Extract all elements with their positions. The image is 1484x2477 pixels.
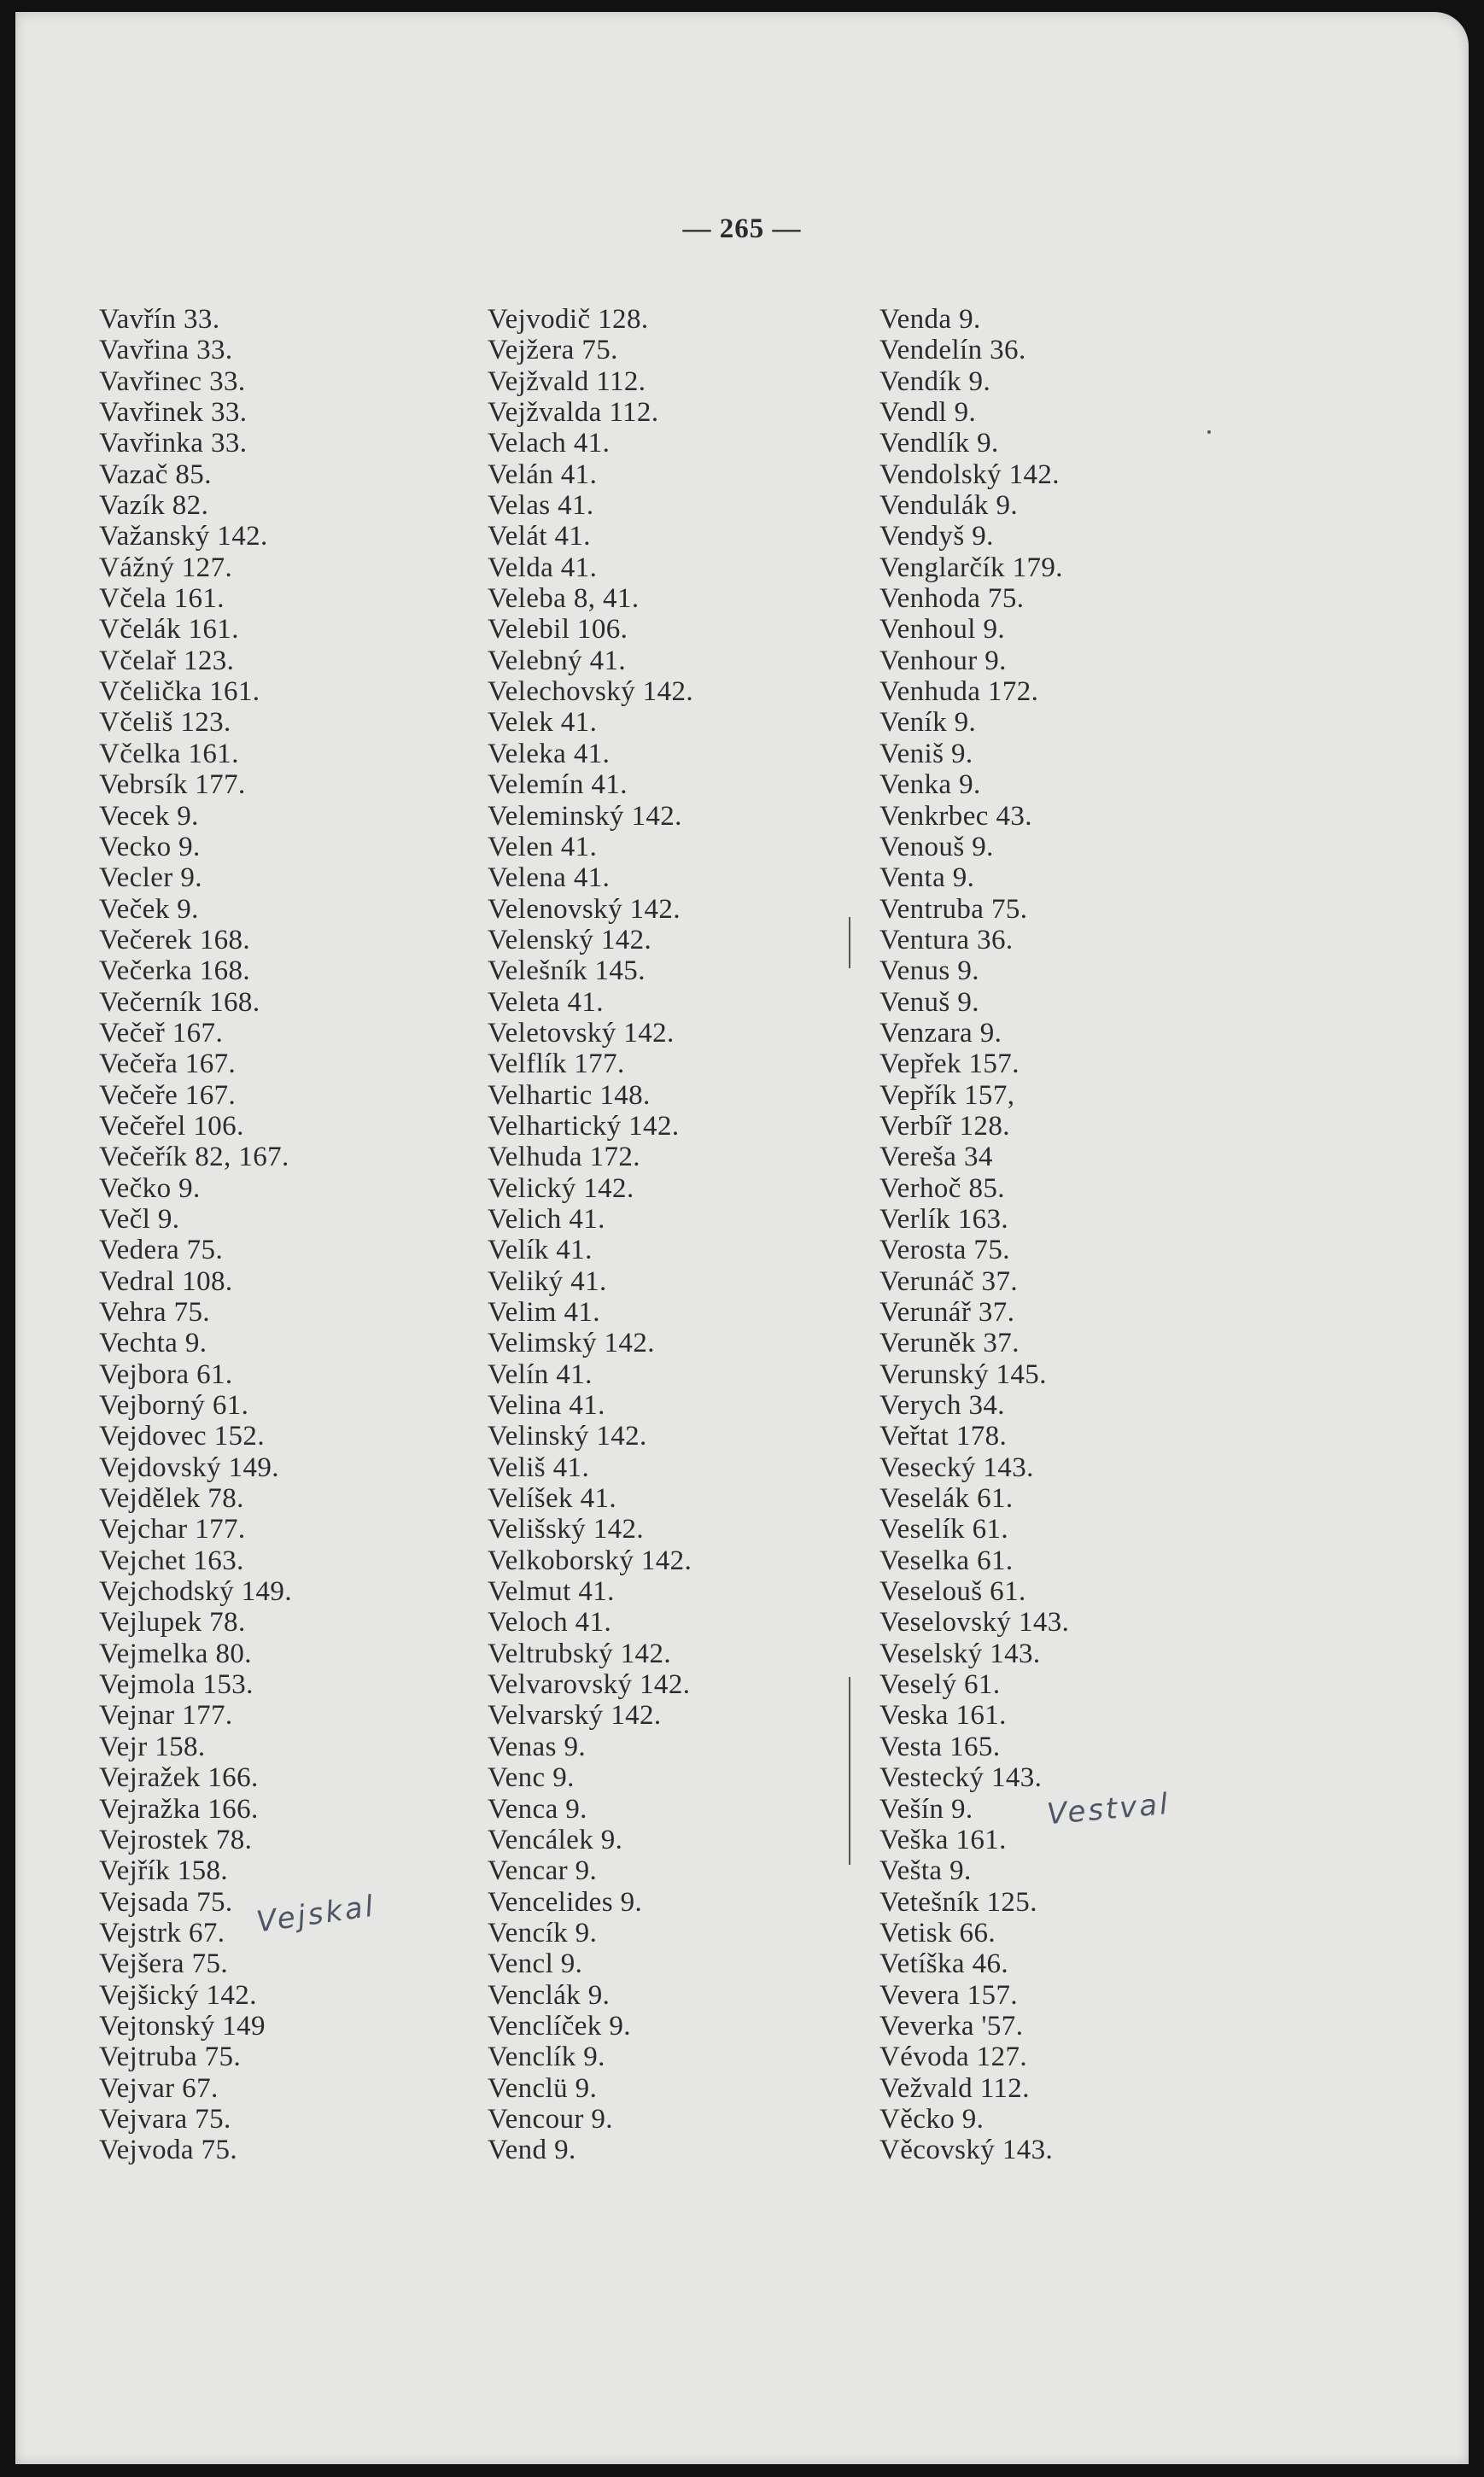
index-entry: Veska 161.	[879, 1700, 1007, 1732]
index-entry: Venda 9.	[879, 304, 981, 335]
index-entry: Vepřík 157,	[879, 1079, 1015, 1111]
index-entry: Velina 41.	[488, 1390, 605, 1422]
index-entry: Verlík 163.	[879, 1203, 1009, 1235]
index-entry: Veselák 61.	[879, 1483, 1014, 1515]
index-entry: Vedral 108.	[99, 1265, 233, 1297]
index-entry: Velek 41.	[488, 707, 598, 739]
index-entry: Vejnar 177.	[99, 1700, 233, 1732]
page-number: — 265 —	[682, 213, 802, 244]
index-entry: Vendík 9.	[879, 365, 991, 397]
index-entry: Vévoda 127.	[879, 2042, 1028, 2073]
index-entry: Velechovský 142.	[488, 676, 694, 708]
index-entry: Vejbora 61.	[99, 1358, 233, 1390]
index-entry: Vejvodič 128.	[488, 304, 649, 335]
index-entry: Veleminský 142.	[488, 800, 682, 832]
index-entry: Veselovský 143.	[879, 1607, 1070, 1639]
index-entry: Velvarovský 142.	[488, 1669, 691, 1701]
index-entry: Vehra 75.	[99, 1297, 211, 1328]
index-entry: Venus 9.	[879, 955, 979, 987]
index-entry: Včeliš 123.	[99, 707, 231, 739]
index-entry: Vejvara 75.	[99, 2103, 231, 2135]
index-entry: Venas 9.	[488, 1731, 587, 1762]
index-entry: Venglarčík 179.	[879, 552, 1063, 583]
index-entry: Velický 142.	[488, 1172, 634, 1204]
index-entry: Verunář 37.	[879, 1297, 1015, 1328]
index-entry: Večeře 167.	[99, 1079, 237, 1111]
index-entry: Važanský 142.	[99, 521, 268, 552]
index-entry: Verosta 75.	[879, 1235, 1010, 1266]
index-entry: Vecko 9.	[99, 831, 201, 862]
index-entry: Vejlupek 78.	[99, 1607, 246, 1639]
index-entry: Vetešník 125.	[879, 1886, 1037, 1918]
name-index-column-3	[879, 304, 1069, 2166]
index-entry: Vejžvalda 112.	[488, 397, 659, 429]
index-entry: Velvarský 142.	[488, 1700, 662, 1732]
index-entry: Venclíček 9.	[488, 2010, 631, 2042]
name-index-column-1	[99, 304, 292, 2166]
index-entry: Věcovský 143.	[879, 2135, 1054, 2166]
index-entry: Vavřinka 33.	[99, 428, 248, 459]
index-entry: Veselský 143.	[879, 1638, 1041, 1669]
index-entry: Vavřinek 33.	[99, 397, 248, 429]
index-entry: Vendlík 9.	[879, 428, 999, 459]
index-entry: Včelička 161.	[99, 676, 260, 708]
index-entry: Veselý 61.	[879, 1669, 1001, 1701]
index-entry: Ventruba 75.	[879, 893, 1028, 925]
index-entry: Veselka 61.	[879, 1545, 1014, 1576]
index-entry: Vejdovský 149.	[99, 1452, 279, 1483]
index-entry: Velkoborský 142.	[488, 1545, 692, 1576]
index-entry: Velim 41.	[488, 1297, 600, 1328]
index-entry: Venc 9.	[488, 1762, 575, 1794]
index-entry: Venhour 9.	[879, 645, 1007, 676]
index-entry: Veloch 41.	[488, 1607, 612, 1639]
index-entry: Velebil 106.	[488, 614, 628, 646]
index-entry: Vebrsík 177.	[99, 769, 246, 801]
index-entry: Vendulák 9.	[879, 490, 1019, 522]
index-entry: Vejdělek 78.	[99, 1483, 244, 1515]
index-entry: Večl 9.	[99, 1203, 180, 1235]
index-entry: Veltrubský 142.	[488, 1638, 671, 1669]
index-entry: Vendyš 9.	[879, 521, 994, 552]
handwritten-note: Vestval	[1045, 1786, 1172, 1832]
index-entry: Verunáč 37.	[879, 1265, 1019, 1297]
index-entry: Veřtat 178.	[879, 1421, 1008, 1452]
index-entry: Veverka '57.	[879, 2010, 1024, 2042]
index-entry: Vejtruba 75.	[99, 2042, 242, 2073]
index-entry: Venclü 9.	[488, 2072, 598, 2104]
index-entry: Velešník 145.	[488, 955, 646, 987]
index-entry: Verbíř 128.	[879, 1110, 1010, 1142]
index-entry: Vesecký 143.	[879, 1452, 1034, 1483]
index-entry: Veleka 41.	[488, 738, 611, 769]
index-entry: Vejmelka 80.	[99, 1638, 252, 1669]
index-entry: Velhuda 172.	[488, 1142, 640, 1173]
index-entry: Vešín 9.	[879, 1793, 973, 1825]
index-entry: Velenský 142.	[488, 924, 652, 955]
index-entry: Velík 41.	[488, 1235, 593, 1266]
index-entry: Večerka 168.	[99, 955, 251, 987]
index-entry: Večeř 167.	[99, 1017, 224, 1049]
pencil-mark	[849, 1677, 850, 1865]
index-entry: Velenovský 142.	[488, 893, 681, 925]
index-entry: Vejborný 61.	[99, 1390, 249, 1422]
index-entry: Vejžera 75.	[488, 335, 618, 366]
index-entry: Velas 41.	[488, 490, 594, 522]
index-entry: Veleba 8, 41.	[488, 583, 640, 615]
index-entry: Vejřík 158.	[99, 1855, 229, 1887]
index-entry: Venkrbec 43.	[879, 800, 1032, 832]
index-entry: Včelař 123.	[99, 645, 235, 676]
index-entry: Velda 41.	[488, 552, 598, 583]
index-entry: Venuš 9.	[879, 986, 979, 1018]
index-entry: Veliký 41.	[488, 1265, 607, 1297]
index-entry: Vencl 9.	[488, 1948, 583, 1980]
index-entry: Vejšera 75.	[99, 1948, 229, 1980]
index-entry: Vencour 9.	[488, 2103, 613, 2135]
index-entry: Velinský 142.	[488, 1421, 647, 1452]
index-entry: Večko 9.	[99, 1172, 201, 1204]
index-entry: Velmut 41.	[488, 1576, 615, 1608]
index-entry: Vendolský 142.	[879, 459, 1060, 490]
index-entry: Vejražek 166.	[99, 1762, 259, 1794]
index-entry: Verunský 145.	[879, 1358, 1047, 1390]
handwritten-note: Vejskal	[254, 1889, 378, 1940]
index-entry: Venclák 9.	[488, 1979, 611, 2011]
index-entry: Vejchodský 149.	[99, 1576, 292, 1608]
index-entry: Veniš 9.	[879, 738, 973, 769]
index-entry: Vážný 127.	[99, 552, 233, 583]
index-entry: Vepřek 157.	[879, 1049, 1020, 1080]
index-entry: Velát 41.	[488, 521, 591, 552]
index-entry: Veselouš 61.	[879, 1576, 1026, 1608]
index-entry: Vejžvald 112.	[488, 365, 646, 397]
index-entry: Velach 41.	[488, 428, 611, 459]
index-entry: Velebný 41.	[488, 645, 627, 676]
index-entry: Vestecký 143.	[879, 1762, 1043, 1794]
index-entry: Veček 9.	[99, 893, 199, 925]
index-entry: Velišský 142.	[488, 1514, 645, 1545]
index-entry: Včelka 161.	[99, 738, 239, 769]
index-entry: Vejtonský 149	[99, 2010, 266, 2042]
index-entry: Velemín 41.	[488, 769, 628, 801]
index-entry: Vevera 157.	[879, 1979, 1019, 2011]
index-entry: Večerník 168.	[99, 986, 260, 1018]
index-entry: Vecek 9.	[99, 800, 199, 832]
index-entry: Vendelín 36.	[879, 335, 1026, 366]
index-entry: Veletovský 142.	[488, 1017, 675, 1049]
index-entry: Vecler 9.	[99, 862, 202, 894]
index-entry: Večeřík 82, 167.	[99, 1142, 289, 1173]
index-entry: Vendl 9.	[879, 397, 977, 429]
index-entry: Vereša 34	[879, 1142, 993, 1173]
index-entry: Včela 161.	[99, 583, 225, 615]
index-entry: Veník 9.	[879, 707, 977, 739]
index-entry: Věcko 9.	[879, 2103, 984, 2135]
ink-dot	[1207, 430, 1211, 434]
index-entry: Vejšický 142.	[99, 1979, 257, 2011]
index-entry: Včelák 161.	[99, 614, 239, 646]
index-entry: Velíšek 41.	[488, 1483, 617, 1515]
index-entry: Vešta 9.	[879, 1855, 972, 1887]
index-entry: Vejražka 166.	[99, 1793, 259, 1825]
index-entry: Večerek 168.	[99, 924, 251, 955]
index-entry: Vazík 82.	[99, 490, 209, 522]
index-entry: Vejmola 153.	[99, 1669, 254, 1701]
index-entry: Vencálek 9.	[488, 1824, 623, 1855]
index-entry: Verhoč 85.	[879, 1172, 1005, 1204]
index-entry: Vencelides 9.	[488, 1886, 643, 1918]
index-entry: Vejstrk 67.	[99, 1917, 225, 1948]
index-entry: Vazač 85.	[99, 459, 212, 490]
index-entry: Venta 9.	[879, 862, 975, 894]
index-entry: Vechta 9.	[99, 1328, 207, 1359]
index-entry: Venhuda 172.	[879, 676, 1039, 708]
index-entry: Vedera 75.	[99, 1235, 224, 1266]
pencil-mark	[849, 917, 850, 968]
index-entry: Veleta 41.	[488, 986, 604, 1018]
index-entry: Vejvar 67.	[99, 2072, 219, 2104]
index-entry: Vavřinec 33.	[99, 365, 246, 397]
index-entry: Velán 41.	[488, 459, 598, 490]
index-entry: Veselík 61.	[879, 1514, 1009, 1545]
index-entry: Venclík 9.	[488, 2042, 605, 2073]
scanned-page	[15, 12, 1469, 2464]
index-entry: Vejchar 177.	[99, 1514, 246, 1545]
name-index-column-2	[488, 304, 693, 2166]
index-entry: Vežvald 112.	[879, 2072, 1030, 2104]
index-entry: Velen 41.	[488, 831, 598, 862]
index-entry: Vejvoda 75.	[99, 2135, 238, 2166]
index-entry: Veruněk 37.	[879, 1328, 1020, 1359]
index-entry: Vetíška 46.	[879, 1948, 1009, 1980]
index-entry: Venhoul 9.	[879, 614, 1005, 646]
index-entry: Velimský 142.	[488, 1328, 655, 1359]
index-entry: Vejr 158.	[99, 1731, 206, 1762]
index-entry: Vend 9.	[488, 2135, 576, 2166]
index-entry: Velín 41.	[488, 1358, 593, 1390]
index-entry: Venca 9.	[488, 1793, 587, 1825]
index-entry: Velflík 177.	[488, 1049, 625, 1080]
index-entry: Vetisk 66.	[879, 1917, 996, 1948]
index-entry: Vavřín 33.	[99, 304, 220, 335]
index-entry: Vencík 9.	[488, 1917, 598, 1948]
index-entry: Velena 41.	[488, 862, 611, 894]
index-entry: Veška 161.	[879, 1824, 1007, 1855]
index-entry: Venka 9.	[879, 769, 981, 801]
index-entry: Velich 41.	[488, 1203, 605, 1235]
index-entry: Venhoda 75.	[879, 583, 1025, 615]
index-entry: Večeřa 167.	[99, 1049, 237, 1080]
index-entry: Verych 34.	[879, 1390, 1005, 1422]
index-entry: Venouš 9.	[879, 831, 994, 862]
index-entry: Velhartický 142.	[488, 1110, 680, 1142]
index-entry: Ventura 36.	[879, 924, 1014, 955]
index-entry: Vencar 9.	[488, 1855, 598, 1887]
index-entry: Venzara 9.	[879, 1017, 1002, 1049]
index-entry: Vejdovec 152.	[99, 1421, 265, 1452]
index-entry: Večeřel 106.	[99, 1110, 244, 1142]
index-entry: Vesta 165.	[879, 1731, 1001, 1762]
index-entry: Velhartic 148.	[488, 1079, 651, 1111]
index-entry: Vejsada 75.	[99, 1886, 233, 1918]
index-entry: Vavřina 33.	[99, 335, 233, 366]
index-entry: Vejchet 163.	[99, 1545, 244, 1576]
index-entry: Veliš 41.	[488, 1452, 590, 1483]
index-entry: Vejrostek 78.	[99, 1824, 253, 1855]
